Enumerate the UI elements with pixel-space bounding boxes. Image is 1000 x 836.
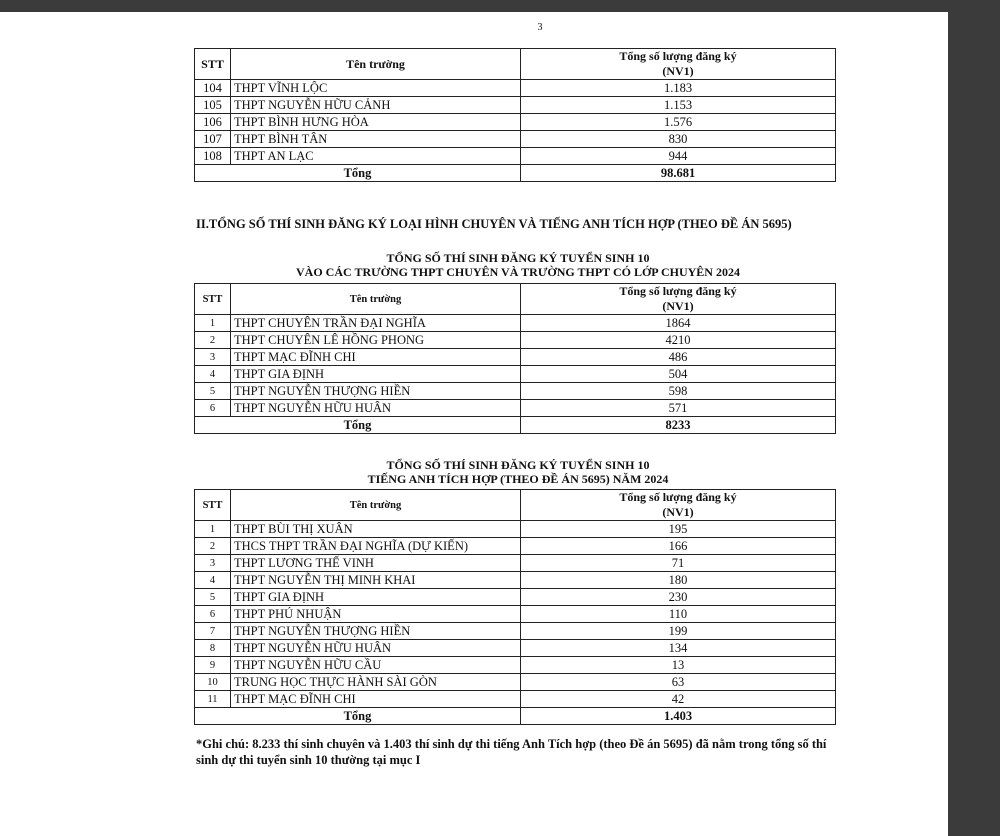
total-value: 1.403 [521, 708, 836, 725]
row-stt: 1 [195, 315, 231, 332]
table-row [195, 640, 836, 657]
table3-caption [194, 458, 842, 486]
row-stt: 11 [195, 691, 231, 708]
table-row [195, 538, 836, 555]
row-school-name: THPT AN LẠC [231, 148, 521, 165]
table-row [195, 80, 836, 97]
row-stt: 4 [195, 572, 231, 589]
row-school-name: THPT PHÚ NHUẬN [231, 606, 521, 623]
row-registration-count: 195 [521, 521, 836, 538]
header-stt: STT [195, 49, 231, 80]
header-count-line2: (NV1) [662, 299, 694, 313]
row-school-name: THPT NGUYỄN HỮU HUÂN [231, 400, 521, 417]
total-label: Tổng [195, 417, 521, 434]
row-school-name: THPT NGUYỄN HỮU CẦU [231, 657, 521, 674]
row-stt: 106 [195, 114, 231, 131]
table-total-row [195, 165, 836, 182]
header-registration-count [521, 49, 836, 80]
table-row [195, 366, 836, 383]
row-school-name: THPT GIA ĐỊNH [231, 366, 521, 383]
table-row [195, 114, 836, 131]
row-registration-count: 1864 [521, 315, 836, 332]
header-count-line2: (NV1) [662, 64, 694, 78]
row-school-name: THPT GIA ĐỊNH [231, 589, 521, 606]
row-registration-count: 180 [521, 572, 836, 589]
row-registration-count: 134 [521, 640, 836, 657]
row-stt: 2 [195, 538, 231, 555]
viewer-scroll-area[interactable] [948, 0, 1000, 836]
row-stt: 6 [195, 606, 231, 623]
row-school-name: THPT NGUYỄN THỊ MINH KHAI [231, 572, 521, 589]
table-row [195, 623, 836, 640]
header-count-line1: Tổng số lượng đăng ký [619, 284, 737, 298]
table-row [195, 521, 836, 538]
row-registration-count: 944 [521, 148, 836, 165]
row-registration-count: 71 [521, 555, 836, 572]
table-row [195, 572, 836, 589]
row-stt: 9 [195, 657, 231, 674]
header-school-name: Tên trường [231, 490, 521, 521]
table3-caption-line2: TIẾNG ANH TÍCH HỢP (THEO ĐỀ ÁN 5695) NĂM 2024 [367, 472, 669, 486]
table-header-row [195, 490, 836, 521]
total-label: Tổng [195, 708, 521, 725]
header-count-line2: (NV1) [662, 505, 694, 519]
table-row [195, 400, 836, 417]
table-row [195, 383, 836, 400]
table-row [195, 555, 836, 572]
table2-caption-line2: VÀO CÁC TRƯỜNG THPT CHUYÊN VÀ TRƯỜNG THPT CÓ LỚP CHUYÊN 2024 [296, 265, 740, 279]
row-registration-count: 199 [521, 623, 836, 640]
total-value: 98.681 [521, 165, 836, 182]
row-stt: 107 [195, 131, 231, 148]
row-registration-count: 830 [521, 131, 836, 148]
table-total-row [195, 417, 836, 434]
row-school-name: THPT BÌNH TÂN [231, 131, 521, 148]
table-row [195, 589, 836, 606]
table-part1-continuation [194, 48, 836, 182]
row-stt: 4 [195, 366, 231, 383]
row-school-name: THPT BÙI THỊ XUÂN [231, 521, 521, 538]
row-stt: 104 [195, 80, 231, 97]
footnote: *Ghi chú: 8.233 thí sinh chuyên và 1.403 thí sinh dự thi tiếng Anh Tích hợp (theo Đề án 5695) đã nằm trong tổng số thí sinh dự thi tuyển sinh 10 thường tại mục I [196, 737, 827, 767]
table-header-row [195, 49, 836, 80]
header-school-name: Tên trường [231, 49, 521, 80]
row-registration-count: 63 [521, 674, 836, 691]
row-registration-count: 598 [521, 383, 836, 400]
table2-caption [194, 251, 842, 279]
table-row [195, 349, 836, 366]
row-stt: 5 [195, 383, 231, 400]
table-specialized-schools [194, 283, 836, 434]
row-stt: 7 [195, 623, 231, 640]
total-value: 8233 [521, 417, 836, 434]
row-registration-count: 504 [521, 366, 836, 383]
row-registration-count: 486 [521, 349, 836, 366]
table-row [195, 148, 836, 165]
viewer-top-bar [0, 0, 1000, 12]
row-stt: 108 [195, 148, 231, 165]
table-row [195, 315, 836, 332]
header-count-line1: Tổng số lượng đăng ký [619, 49, 737, 63]
row-school-name: THPT NGUYỄN HỮU CẢNH [231, 97, 521, 114]
header-count-line1: Tổng số lượng đăng ký [619, 490, 737, 504]
table2-caption-line1: TỔNG SỐ THÍ SINH ĐĂNG KÝ TUYỂN SINH 10 [386, 251, 650, 265]
header-registration-count [521, 490, 836, 521]
row-registration-count: 1.183 [521, 80, 836, 97]
row-stt: 2 [195, 332, 231, 349]
row-stt: 10 [195, 674, 231, 691]
table3-caption-line1: TỔNG SỐ THÍ SINH ĐĂNG KÝ TUYỂN SINH 10 [386, 458, 650, 472]
row-school-name: THPT NGUYỄN HỮU HUÂN [231, 640, 521, 657]
row-school-name: THPT MẠC ĐĨNH CHI [231, 691, 521, 708]
row-registration-count: 13 [521, 657, 836, 674]
row-school-name: THCS THPT TRẦN ĐẠI NGHĨA (DỰ KIẾN) [231, 538, 521, 555]
table-row [195, 97, 836, 114]
row-school-name: THPT VĨNH LỘC [231, 80, 521, 97]
row-registration-count: 42 [521, 691, 836, 708]
header-stt: STT [195, 284, 231, 315]
table-row [195, 691, 836, 708]
table-total-row [195, 708, 836, 725]
row-school-name: THPT CHUYÊN TRẦN ĐẠI NGHĨA [231, 315, 521, 332]
row-school-name: THPT CHUYÊN LÊ HỒNG PHONG [231, 332, 521, 349]
table-row [195, 606, 836, 623]
row-registration-count: 230 [521, 589, 836, 606]
row-stt: 8 [195, 640, 231, 657]
table-header-row [195, 284, 836, 315]
row-stt: 6 [195, 400, 231, 417]
section-2-title: II.TỔNG SỐ THÍ SINH ĐĂNG KÝ LOẠI HÌNH CHUYÊN VÀ TIẾNG ANH TÍCH HỢP (THEO ĐỀ ÁN 5695) [196, 217, 792, 231]
page-number: 3 [537, 22, 543, 33]
table-row [195, 332, 836, 349]
header-school-name: Tên trường [231, 284, 521, 315]
row-stt: 5 [195, 589, 231, 606]
row-registration-count: 110 [521, 606, 836, 623]
row-school-name: THPT BÌNH HƯNG HÒA [231, 114, 521, 131]
header-stt: STT [195, 490, 231, 521]
row-stt: 105 [195, 97, 231, 114]
row-registration-count: 1.153 [521, 97, 836, 114]
row-registration-count: 4210 [521, 332, 836, 349]
row-school-name: THPT LƯƠNG THẾ VINH [231, 555, 521, 572]
row-registration-count: 1.576 [521, 114, 836, 131]
row-school-name: THPT MẠC ĐĨNH CHI [231, 349, 521, 366]
row-school-name: THPT NGUYỄN THƯỢNG HIỀN [231, 623, 521, 640]
row-school-name: THPT NGUYỄN THƯỢNG HIỀN [231, 383, 521, 400]
table-row [195, 131, 836, 148]
table-integrated-english [194, 489, 836, 725]
row-stt: 1 [195, 521, 231, 538]
table-row [195, 657, 836, 674]
table-row [195, 674, 836, 691]
row-stt: 3 [195, 349, 231, 366]
row-registration-count: 571 [521, 400, 836, 417]
row-stt: 3 [195, 555, 231, 572]
row-school-name: TRUNG HỌC THỰC HÀNH SÀI GÒN [231, 674, 521, 691]
header-registration-count [521, 284, 836, 315]
total-label: Tổng [195, 165, 521, 182]
row-registration-count: 166 [521, 538, 836, 555]
